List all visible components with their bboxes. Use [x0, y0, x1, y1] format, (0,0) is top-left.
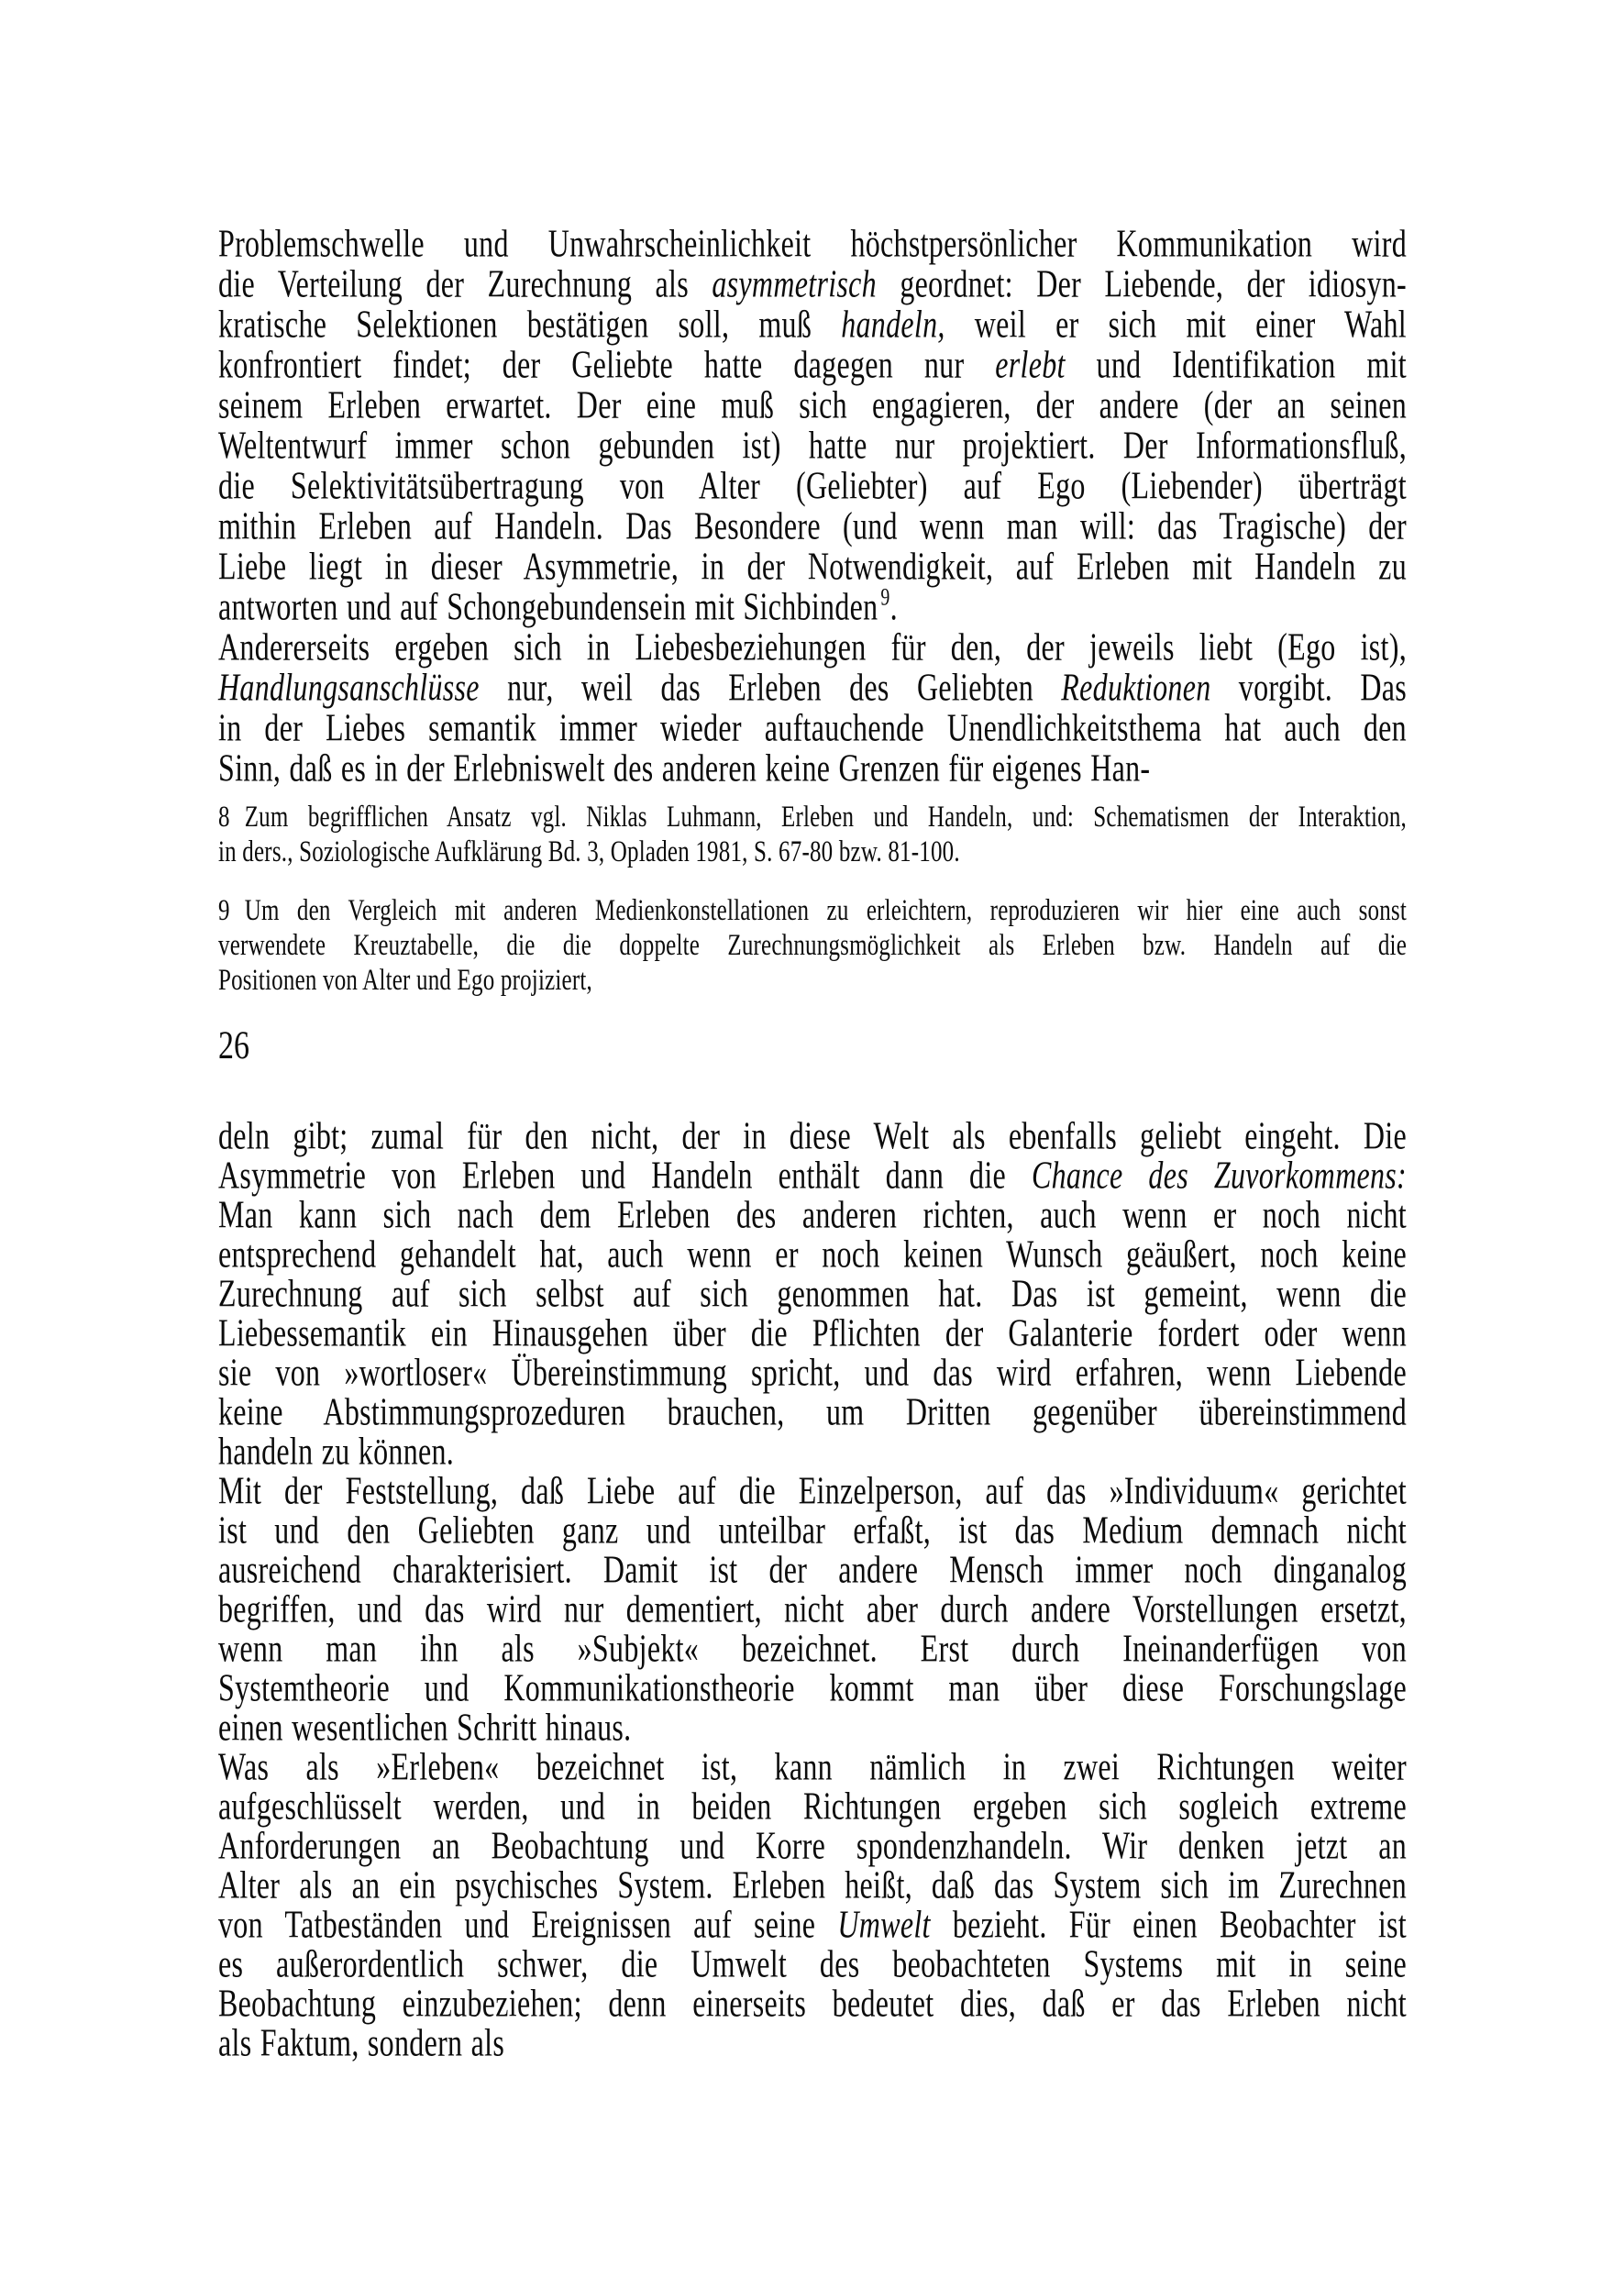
text-run: Asymmetrie von Erleben und Handeln enthält dann die [218, 1152, 1032, 1197]
text-run: Zum begrifflichen Ansatz vgl. Niklas Luhmann, Erleben und Handeln, und: Schematismen der Interaktion, [244, 801, 1407, 834]
text-run: es außerordentlich schwer, die Umwelt des beobachteten Systems mit in seine [218, 1940, 1407, 1985]
text-run: kratische Selektionen bestätigen soll, muß [218, 302, 842, 346]
text-run: Beobachtung einzubeziehen; denn einerseits bedeutet dies, daß er das Erleben nicht [218, 1980, 1407, 2025]
text-run: verwendete Kreuztabelle, die die doppelte Zurechnungsmöglichkeit als Erleben bzw. Handeln auf die [218, 929, 1407, 962]
text-run: seinem Erleben erwartet. Der eine muß sich engagieren, der andere (der an seinen [218, 382, 1407, 426]
main-text-top [218, 223, 1407, 788]
footnote-9 [218, 894, 1407, 999]
text-run: Andererseits ergeben sich in Liebesbeziehungen für den, der jeweils liebt (Ego ist), [218, 625, 1407, 669]
text-run: entsprechend gehandelt hat, auch wenn er noch keinen Wunsch geäußert, noch keine [218, 1231, 1407, 1276]
text-run: und Identifikation mit [1065, 342, 1407, 386]
text-line [218, 2017, 1407, 2069]
text-column [218, 223, 1407, 2062]
text-run: Liebessemantik ein Hinausgehen über die Pflichten der Galanterie fordert oder wenn [218, 1310, 1407, 1354]
text-run: einen wesentlichen Schritt hinaus. [218, 1704, 632, 1749]
text-run: Chance des Zuvorkommens: [1031, 1152, 1407, 1197]
text-run: Reduktionen [1061, 665, 1211, 709]
page-number: 26 [218, 1023, 249, 1068]
footnote-8 [218, 801, 1407, 870]
text-run: Weltentwurf immer schon gebunden ist) hatte nur projektiert. Der Informationsfluß, [218, 423, 1407, 467]
text-run: nur, weil das Erleben des Geliebten [479, 665, 1062, 709]
text-run: bezieht. Für einen Beobachter ist [930, 1901, 1407, 1946]
text-run: die Verteilung der Zurechnung als [218, 261, 713, 305]
text-run: die Selektivitätsübertragung von Alter (Geliebter) auf Ego (Liebender) überträgt [218, 463, 1407, 507]
text-run: Mit der Feststellung, daß Liebe auf die Einzelperson, auf das »Individuum« gerichtet [218, 1467, 1407, 1512]
main-text-bottom [218, 1112, 1407, 2064]
text-run: Positionen von Alter und Ego projiziert, [218, 964, 592, 997]
text-run: geordnet: Der Liebende, der idiosyn- [876, 261, 1407, 305]
footnote-marker: 9 [218, 894, 230, 927]
text-run: mithin Erleben auf Handeln. Das Besondere (und wenn man will: das Tragische) der [218, 503, 1407, 547]
text-run: Man kann sich nach dem Erleben des anderen richten, auch wenn er noch nicht [218, 1191, 1407, 1236]
footnote-marker: 8 [218, 801, 230, 834]
text-line [218, 958, 1407, 1003]
text-run: antworten und auf Schongebundensein mit Sichbinden [218, 584, 878, 628]
text-line [218, 830, 1407, 875]
text-run: Liebe liegt in dieser Asymmetrie, in der Notwendigkeit, auf Erleben mit Handeln zu [218, 544, 1407, 588]
text-run: keine Abstimmungsprozeduren brauchen, um Dritten gegenüber übereinstimmend [218, 1388, 1407, 1433]
text-run: Umwelt [837, 1901, 931, 1946]
text-line [218, 741, 1407, 795]
text-run: Anforderungen an Beobachtung und Korre spondenzhandeln. Wir denken jetzt an [218, 1822, 1407, 1867]
text-run: deln gibt; zumal für den nicht, der in diese Welt als ebenfalls geliebt eingeht. Die [218, 1112, 1407, 1157]
text-run: erlebt [995, 342, 1066, 386]
text-run: begriffen, und das wird nur dementiert, nicht aber durch andere Vorstellungen ersetzt, [218, 1586, 1407, 1630]
text-run: von Tatbeständen und Ereignissen auf seine [218, 1901, 838, 1946]
text-run: als Faktum, sondern als [218, 2019, 505, 2064]
text-run: ausreichend charakterisiert. Damit ist der andere Mensch immer noch dinganalog [218, 1546, 1407, 1591]
text-run: wenn man ihn als »Subjekt« bezeichnet. Erst durch Ineinanderfügen von [218, 1625, 1407, 1670]
footnote-section [218, 801, 1407, 999]
text-run: sie von »wortloser« Übereinstimmung spricht, und das wird erfahren, wenn Liebende [218, 1349, 1407, 1394]
text-run: handeln zu können. [218, 1428, 455, 1473]
text-run: vorgibt. Das [1210, 665, 1407, 709]
text-run: konfrontiert findet; der Geliebte hatte dagegen nur [218, 342, 996, 386]
text-run: in ders., Soziologische Aufklärung Bd. 3, Opladen 1981, S. 67-80 bzw. 81-100. [218, 835, 960, 868]
footnote-reference: 9 [880, 584, 890, 612]
text-run: Alter als an ein psychisches System. Erleben heißt, daß das System sich im Zurechnen [218, 1862, 1407, 1907]
text-run: asymmetrisch [712, 261, 877, 305]
text-run: Zurechnung auf sich selbst auf sich genommen hat. Das ist gemeint, wenn die [218, 1270, 1407, 1315]
text-run: in der Liebes semantik immer wieder auftauchende Unendlichkeitsthema hat auch den [218, 705, 1407, 749]
text-run: Was als »Erleben« bezeichnet ist, kann nämlich in zwei Richtungen weiter [218, 1743, 1407, 1788]
text-run: Um den Vergleich mit anderen Medienkonstellationen zu erleichtern, reproduzieren wir hier eine auch sonst [244, 894, 1407, 927]
text-run: Problemschwelle und Unwahrscheinlichkeit höchstpersönlicher Kommunikation wird [218, 221, 1407, 265]
text-run: weil er sich mit einer Wahl [945, 302, 1407, 346]
text-run: Sinn, daß es in der Erlebniswelt des anderen keine Grenzen für eigenes Han- [218, 746, 1151, 790]
text-run: . [889, 584, 898, 628]
text-run: aufgeschlüsselt werden, und in beiden Richtungen ergeben sich sogleich extreme [218, 1783, 1407, 1828]
text-run: ist und den Geliebten ganz und unteilbar erfaßt, ist das Medium demnach nicht [218, 1507, 1407, 1552]
text-run: handeln, [841, 302, 945, 346]
text-run: Handlungsanschlüsse [218, 665, 480, 709]
text-run: Systemtheorie und Kommunikationstheorie kommt man über diese Forschungslage [218, 1664, 1407, 1709]
